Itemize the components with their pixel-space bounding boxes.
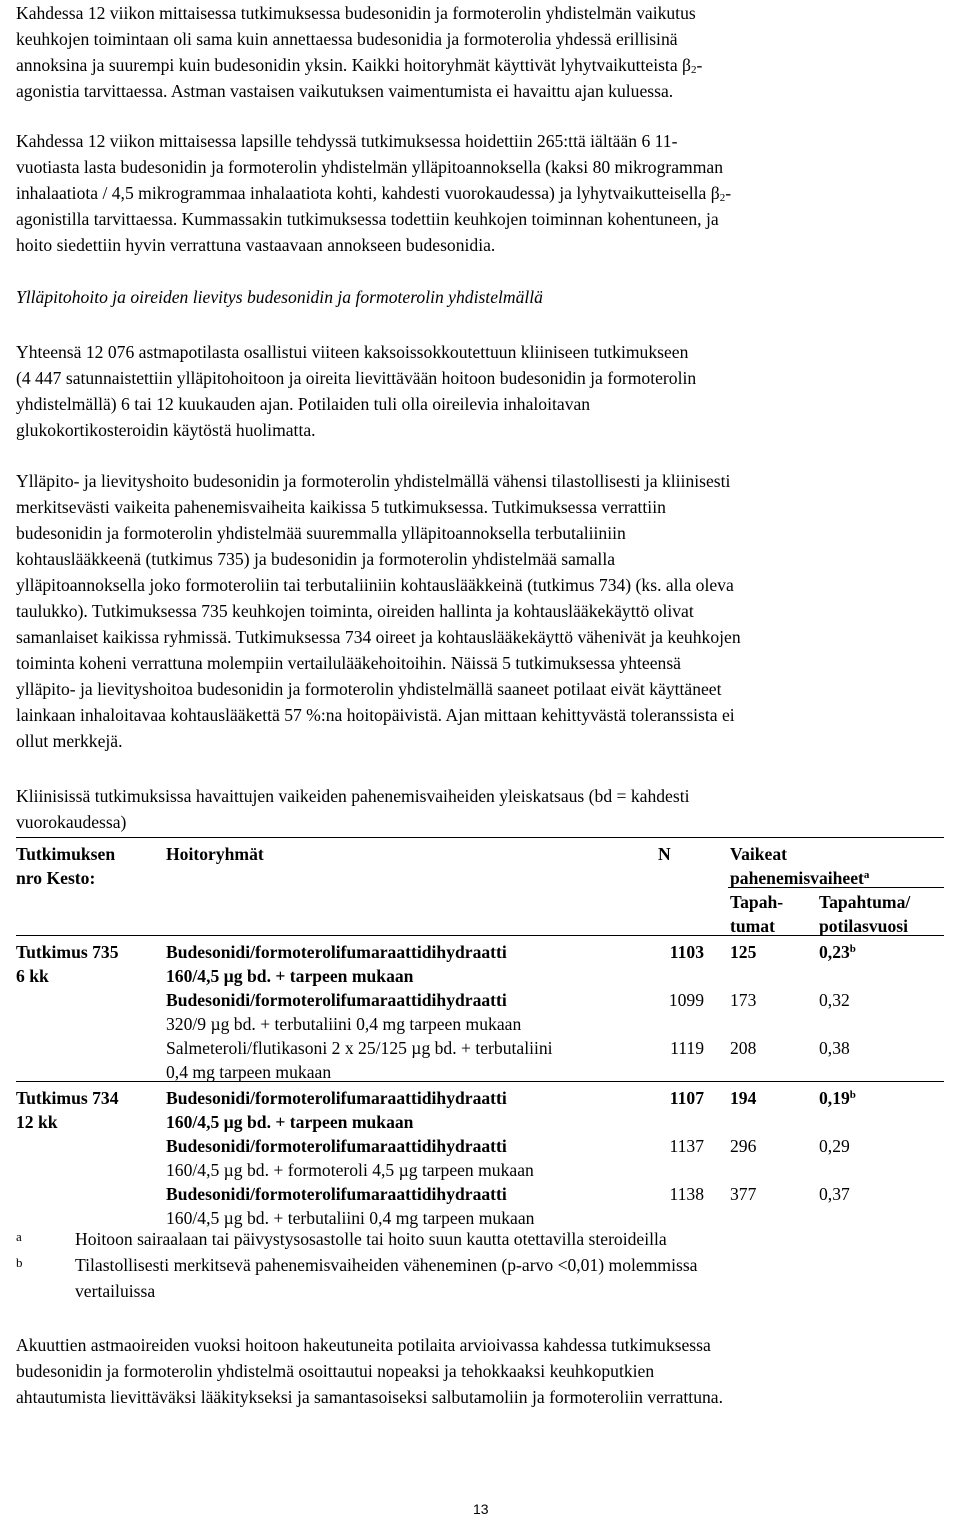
header-treatment: Hoitoryhmät — [166, 844, 264, 864]
header-rate-line2: potilasvuosi — [819, 916, 908, 936]
text-line: annoksina ja suurempi kuin budesonidin yksin. Kaikki hoitoryhmät käyttivät lyhytvaikutteista $\beta_2-$ — [16, 55, 703, 76]
table-cell-treatment: 160/4,5 µg bd. + tarpeen mukaan — [166, 1112, 414, 1132]
text-line: vuorokaudessa) — [16, 812, 127, 832]
table-cell-events: 296 — [730, 1136, 757, 1156]
table-cell-n: 1103 — [669, 942, 704, 962]
table-cell-n: 1099 — [668, 990, 704, 1010]
table-cell-treatment: Budesonidi/formoterolifumaraattidihydraatti — [166, 1088, 507, 1108]
text-line: Kliinisissä tutkimuksissa havaittujen vaikeiden pahenemisvaiheiden yleiskatsaus (bd = kahdesti — [16, 786, 690, 806]
study-735-duration: 6 kk — [16, 966, 49, 986]
text-line: ylläpito- ja lievityshoitoa budesonidin ja formoterolin yhdistelmällä saaneet potilaat eivät käyttäneet — [16, 679, 722, 699]
paragraph-maintenance-studies — [16, 339, 946, 443]
table-cell-events: 194 — [730, 1088, 757, 1108]
text-line: budesonidin ja formoterolin yhdistelmää suuremmalla ylläpitoannoksella terbutaliiniin — [16, 523, 626, 543]
text-line: agonistilla tarvittaessa. Kummassakin tutkimuksessa todettiin keuhkojen toiminnan kohentuneen, ja — [16, 209, 719, 229]
table-cell-treatment: 320/9 µg bd. + terbutaliini 0,4 mg tarpeen mukaan — [166, 1014, 522, 1034]
header-events-line1: Tapah- — [730, 892, 784, 912]
table-cell-events: 377 — [730, 1184, 757, 1204]
table-cell-treatment: Budesonidi/formoterolifumaraattidihydraatti — [166, 1136, 507, 1156]
text-line: Akuuttien astmaoireiden vuoksi hoitoon hakeutuneita potilaita arvioivassa kahdessa tutkimuksessa — [16, 1335, 711, 1355]
text-line: merkitsevästi vaikeita pahenemisvaiheita kaikissa 5 tutkimuksessa. Tutkimuksessa verrattiin — [16, 497, 666, 517]
table-cell-treatment: Budesonidi/formoterolifumaraattidihydraatti — [166, 990, 507, 1010]
table-cell-rate: 0,29 — [819, 1136, 850, 1156]
table-cell-treatment: 0,4 mg tarpeen mukaan — [166, 1062, 332, 1082]
footnote-a-mark: a — [16, 1229, 22, 1244]
exacerbations-table — [16, 835, 944, 1228]
text-line: ahtautumista lievittäväksi lääkitykseksi ja samantasoiseksi salbutamoliin ja formoteroliin verrattuna. — [16, 1387, 723, 1407]
text-line: budesonidin ja formoterolin yhdistelmä osoittautui nopeaksi ja tehokkaaksi keuhkoputkien — [16, 1361, 655, 1381]
table-cell-rate: 0,32 — [819, 990, 850, 1010]
table-cell-rate: 0,19$^b$ — [819, 1088, 856, 1108]
table-group-rule — [16, 1081, 944, 1082]
table-cell-rate: 0,37 — [819, 1184, 850, 1204]
header-n: N — [658, 844, 671, 864]
table-cell-treatment: 160/4,5 µg bd. + formoteroli 4,5 µg tarpeen mukaan — [166, 1160, 534, 1180]
text-line: agonistia tarvittaessa. Astman vastaisen vaikutuksen vaimentumista ei havaittu ajan kuluessa. — [16, 81, 674, 101]
text-line: kohtauslääkkeenä (tutkimus 735) ja budesonidin ja formoterolin yhdistelmää samalla — [16, 549, 616, 569]
text-line: Ylläpito- ja lievityshoito budesonidin ja formoterolin yhdistelmällä vähensi tilastollisesti ja kliinisesti — [16, 471, 731, 491]
table-cell-n: 1138 — [669, 1184, 704, 1204]
text-line: lainkaan inhaloitavaa kohtauslääkettä 57 %:na hoitopäivistä. Ajan mittaan kehittyvästä toleranssista ei — [16, 705, 735, 725]
study-734-duration: 12 kk — [16, 1112, 58, 1132]
text-line: Yhteensä 12 076 astmapotilasta osallistui viiteen kaksoissokkoutettuun kliiniseen tutkimukseen — [16, 342, 689, 362]
table-cell-treatment: 160/4,5 µg bd. + terbutaliini 0,4 mg tarpeen mukaan — [166, 1208, 535, 1228]
table-cell-n: 1119 — [670, 1038, 704, 1058]
table-cell-rate: 0,38 — [819, 1038, 850, 1058]
header-severe-line2: pahenemisvaiheet$^a$ — [730, 868, 870, 888]
text-line: toiminta koheni verrattuna molempiin vertailulääkehoitoihin. Näissä 5 tutkimuksessa yhteensä — [16, 653, 681, 673]
paragraph-pediatric-studies — [16, 128, 946, 258]
table-cell-events: 208 — [730, 1038, 757, 1058]
page-number: 13 — [473, 1501, 489, 1517]
text-line: glukokortikosteroidin käytöstä huolimatta. — [16, 420, 316, 440]
study-734-name: Tutkimus 734 — [16, 1088, 119, 1108]
text-line: samanlaiset kaikissa ryhmissä. Tutkimuksessa 734 oireet ja kohtauslääkekäyttö vähenivät ja keuhkojen — [16, 627, 741, 647]
table-cell-treatment: Budesonidi/formoterolifumaraattidihydraatti — [166, 942, 507, 962]
text-line: ylläpitoannoksella joko formoteroliin tai terbutaliiniin kohtauslääkkeinä (tutkimus 734) (ks. alla oleva — [16, 575, 734, 595]
text-line: ollut merkkejä. — [16, 731, 123, 751]
header-sub-rule — [728, 887, 944, 888]
text-line: yhdistelmällä) 6 tai 12 kuukauden ajan. Potilaiden tuli olla oireilevia inhaloitavan — [16, 394, 591, 414]
footnote-b-mark: b — [16, 1255, 23, 1270]
text-line: hoito siedettiin hyvin verrattuna vastaavaan annokseen budesonidia. — [16, 235, 496, 255]
text-line: (4 447 satunnaistettiin ylläpitohoitoon ja oireita lievittävään hoitoon budesonidin ja formoterolin — [16, 368, 697, 388]
header-bottom-rule — [16, 935, 944, 936]
text-line: Kahdessa 12 viikon mittaisessa tutkimuksessa budesonidin ja formoterolin yhdistelmän vaikutus — [16, 3, 696, 23]
text-line: vuotiasta lasta budesonidin ja formoterolin yhdistelmän ylläpitoannoksella (kaksi 80 mikrogramman — [16, 157, 724, 177]
header-events-line2: tumat — [730, 916, 775, 936]
table-top-rule — [16, 837, 944, 838]
table-cell-events: 173 — [730, 990, 757, 1010]
paragraph-acute-studies — [16, 1332, 946, 1410]
header-study-line2: nro Kesto: — [16, 868, 96, 888]
footnote-b-text-line2: vertailuissa — [75, 1281, 156, 1301]
table-cell-treatment: Budesonidi/formoterolifumaraattidihydraatti — [166, 1184, 507, 1204]
table-cell-n: 1137 — [669, 1136, 704, 1156]
text-line: taulukko). Tutkimuksessa 735 keuhkojen toiminta, oireiden hallinta ja kohtauslääkekäyttö olivat — [16, 601, 694, 621]
paragraph-adult-studies — [16, 0, 946, 104]
paragraph-results — [16, 468, 946, 754]
text-line: keuhkojen toimintaan oli sama kuin annettaessa budesonidia ja formoterolia yhdessä erillisinä — [16, 29, 678, 49]
header-study-line1: Tutkimuksen — [16, 844, 116, 864]
text-line: Kahdessa 12 viikon mittaisessa lapsille tehdyssä tutkimuksessa hoidettiin 265:ttä iältään 6 11- — [16, 131, 678, 151]
text-line: inhalaatiota / 4,5 mikrogrammaa inhalaatiota kohti, kahdesti vuorokaudessa) ja lyhytvaikutteisella $\beta_2-$ — [16, 183, 732, 204]
header-rate-line1: Tapahtuma/ — [819, 892, 911, 912]
table-caption — [16, 783, 946, 835]
table-cell-treatment: 160/4,5 µg bd. + tarpeen mukaan — [166, 966, 414, 986]
table-cell-events: 125 — [730, 942, 757, 962]
study-735-name: Tutkimus 735 — [16, 942, 119, 962]
table-cell-n: 1107 — [669, 1088, 704, 1108]
footnote-a-text: Hoitoon sairaalaan tai päivystysosastolle tai hoito suun kautta otettavilla steroideilla — [75, 1229, 667, 1249]
footnote-b-text-line1: Tilastollisesti merkitsevä pahenemisvaiheiden väheneminen (p-arvo <0,01) molemmissa — [75, 1255, 698, 1275]
header-severe-line1: Vaikeat — [730, 844, 788, 864]
section-heading: Ylläpitohoito ja oireiden lievitys budesonidin ja formoterolin yhdistelmällä — [16, 287, 543, 307]
table-cell-treatment: Salmeteroli/flutikasoni 2 x 25/125 µg bd. + terbutaliini — [166, 1038, 553, 1058]
table-cell-rate: 0,23$^b$ — [819, 942, 856, 962]
